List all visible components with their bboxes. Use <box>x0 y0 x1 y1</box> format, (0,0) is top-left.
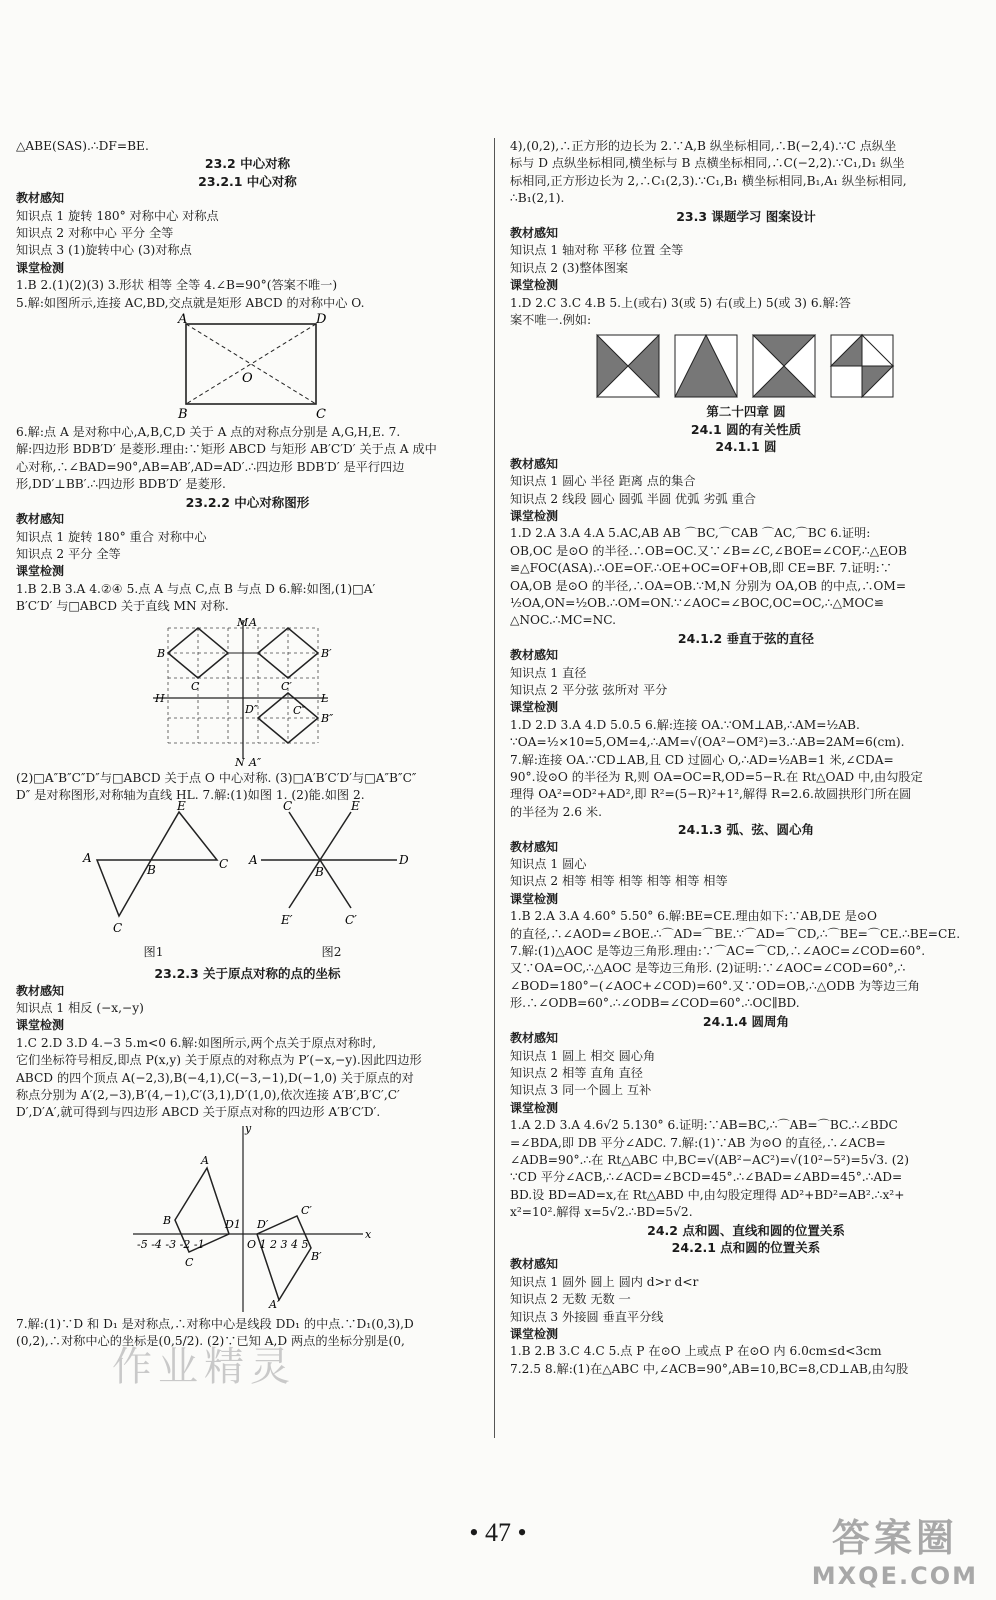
section-heading: 23.3 课题学习 图案设计 <box>676 208 816 224</box>
text-line: 知识点 2 平分弦 弦所对 平分 <box>510 682 668 697</box>
figure-2-caption: 图2 <box>321 944 342 959</box>
text-line: 知识点 2 相等 相等 相等 相等 相等 相等 <box>510 874 728 889</box>
text-line: 知识点 1 圆心 <box>510 857 587 872</box>
text-line: =∠BDA,即 DB 平分∠ADC. 7.解:(1)∵AB 为⊙O 的直径,∴∠ACB= <box>510 1135 886 1150</box>
text-line: 知识点 1 旋转 180° 对称中心 对称点 <box>16 208 219 223</box>
svg-text:H: H <box>154 691 165 705</box>
label-o: O <box>241 371 253 387</box>
left-column <box>16 138 479 1351</box>
subsection-label: 课堂检测 <box>16 260 65 275</box>
text-line: ≌△FOC(ASA).∴OE=OF.∴OE+OC=OF+OB,即 CE=BF. 7.证明:∵ <box>510 561 892 576</box>
text-line: 1.B 2.(1)(2)(3) 3.形状 相等 全等 4.∠B=90°(答案不唯一) <box>16 278 338 293</box>
section-heading: 24.1.2 垂直于弦的直径 <box>677 630 815 646</box>
right-text-block-1 <box>510 138 982 329</box>
text-line: 1.C 2.D 3.D 4.−3 5.m<0 6.解:如图所示,两个点关于原点对称时, <box>16 1035 377 1050</box>
text-line: 知识点 1 旋转 180° 重合 对称中心 <box>16 529 207 544</box>
label-a: A <box>177 312 187 328</box>
subsection-label: 教材感知 <box>16 191 65 206</box>
text-line: 知识点 2 相等 直角 直径 <box>510 1065 643 1080</box>
subsection-label: 课堂检测 <box>510 508 559 523</box>
text-line: B′C′D′ 与□ABCD 关于直线 MN 对称. <box>16 599 229 614</box>
section-heading: 24.1.3 弧、弦、圆心角 <box>677 822 815 838</box>
svg-text:B′: B′ <box>320 646 332 660</box>
text-line: 标与 D 点纵坐标相同,横坐标与 B 点横坐标相同,∴C(−2,2).∵C₁,D₁ 纵坐 <box>510 156 905 171</box>
svg-text:B: B <box>314 865 324 880</box>
svg-text:C: C <box>282 799 292 814</box>
subsection-label: 课堂检测 <box>510 1100 559 1115</box>
left-text-block-4 <box>16 965 479 1122</box>
subsection-label: 教材感知 <box>510 1031 559 1046</box>
text-line: 7.解:(1)∵D 和 D₁ 是对称点,∴对称中心是线段 DD₁ 的中点.∵D₁(0,3),D <box>16 1316 414 1331</box>
pattern-design-figure <box>591 331 901 401</box>
right-column <box>510 138 982 1378</box>
section-heading: 23.2.3 关于原点对称的点的坐标 <box>154 966 341 982</box>
text-line: 标相同,正方形边长为 2,∴C₁(2,3).∵C₁,B₁ 横坐标相同,B₁,A₁ 纵坐标相同, <box>510 173 907 188</box>
watermark-logo-bottom: MXQE.COM <box>811 1562 978 1590</box>
text-line: 案不唯一.例如: <box>510 313 592 328</box>
svg-text:D″: D″ <box>244 702 258 716</box>
svg-text:A: A <box>200 1153 209 1167</box>
text-line: 7.解:(1)△AOC 是等边三角形.理由:∵⌒AC=⌒CD,∴∠AOC=∠COD=60°. <box>510 944 926 959</box>
svg-text:B: B <box>156 646 165 660</box>
faint-watermark: 作业精灵 <box>112 1344 296 1390</box>
svg-text:A: A <box>248 615 257 629</box>
svg-text:A′: A′ <box>268 1297 279 1311</box>
text-line: 1.D 2.C 3.C 4.B 5.上(或右) 3(或 5) 右(或上) 5(或 3) 6.解:答 <box>510 295 851 310</box>
text-line: 又∵OA=OC,∴△AOC 是等边三角形. (2)证明:∵∠AOC=∠COD=60°,∴ <box>510 961 906 976</box>
subsection-label: 课堂检测 <box>16 1018 65 1033</box>
text-line: 1.B 2.A 3.A 4.60° 5.50° 6.解:BE=CE.理由如下:∵AB,DE 是⊙O <box>510 909 877 924</box>
text-line: x²=10².解得 x=5√2.∴BD=5√2. <box>510 1205 693 1220</box>
subsection-label: 课堂检测 <box>510 700 559 715</box>
figure-1 <box>79 799 229 961</box>
figure-pair <box>16 799 479 961</box>
section-heading: 24.1.1 圆 <box>715 439 777 455</box>
site-watermark-logo <box>812 1507 978 1590</box>
svg-text:C″: C″ <box>292 703 306 717</box>
subsection-label: 课堂检测 <box>16 564 65 579</box>
subsection-label: 课堂检测 <box>510 278 559 293</box>
text-line: 知识点 2 线段 圆心 圆弧 半圆 优弧 劣弧 重合 <box>510 491 756 506</box>
left-text-block-1 <box>16 138 479 312</box>
text-line: ∠ADB=90°.∴在 Rt△ABC 中,BC=√(AB²−AC²)=√(10²−5²)=5√3. (2) <box>510 1152 910 1167</box>
text-line: ∴B₁(2,1). <box>510 191 565 206</box>
label-c: C <box>315 407 326 423</box>
section-heading: 23.2 中心对称 <box>204 156 291 172</box>
text-line: BD.设 BD=AD=x,在 Rt△ABD 中,由勾股定理得 AD²+BD²=AB².∴x²+ <box>510 1187 905 1202</box>
text-line: 知识点 2 平分 全等 <box>16 546 121 561</box>
svg-text:E: E <box>350 799 360 814</box>
svg-text:L: L <box>320 691 328 705</box>
svg-text:B: B <box>146 863 156 878</box>
text-line: 知识点 1 直径 <box>510 665 587 680</box>
subsection-label: 教材感知 <box>510 839 559 854</box>
svg-text:B: B <box>162 1213 171 1227</box>
watermark-logo-top: 答案圈 <box>831 1516 958 1560</box>
text-line: 形.∴∠ODB=60°.∴∠ODB=∠COD=60°.∴OC∥BD. <box>510 996 800 1011</box>
text-line: 5.解:如图所示,连接 AC,BD,交点就是矩形 ABCD 的对称中心 O. <box>16 295 365 310</box>
page-number: • 47 • <box>469 1518 527 1547</box>
left-text-block-3 <box>16 770 479 805</box>
subsection-label: 教材感知 <box>16 983 65 998</box>
text-line: 知识点 2 (3)整体图案 <box>510 260 629 275</box>
text-line: 形,DD′⊥BB′.∴四边形 BDB′D′ 是菱形. <box>16 477 226 492</box>
svg-text:C′: C′ <box>344 913 357 928</box>
svg-text:M: M <box>236 615 248 629</box>
text-line: 称点分别为 A′(2,−3),B′(4,−1),C′(3,1),D′(1,0),依次连接 A′B′,B′C′,C′ <box>16 1088 400 1102</box>
svg-text:N: N <box>234 755 245 769</box>
text-line: 4),(0,2),∴正方形的边长为 2.∵A,B 纵坐标相同,∴B(−2,4).∵C 点纵坐 <box>510 139 897 153</box>
text-line: ABCD 的四个顶点 A(−2,3),B(−4,1),C(−3,−1),D(−1,0) 关于原点的对 <box>16 1070 414 1085</box>
svg-text:B″: B″ <box>320 711 333 725</box>
section-heading: 24.2.1 点和圆的位置关系 <box>671 1239 821 1255</box>
subsection-label: 教材感知 <box>510 456 559 471</box>
text-line: 知识点 3 同一个圆上 互补 <box>510 1083 652 1098</box>
right-text-block-2 <box>510 403 982 1378</box>
text-line: 解:四边形 BDB′D′ 是菱形.理由:∵矩形 ABCD 与矩形 AB′C′D′ 关于点 A 成中 <box>16 442 437 457</box>
subsection-label: 教材感知 <box>16 512 65 527</box>
text-line: 知识点 2 对称中心 平分 全等 <box>16 226 174 241</box>
text-line: 1.D 2.A 3.A 4.A 5.AC,AB AB ⌒BC,⌒CAB ⌒AC,⌒BC 6.证明: <box>510 526 871 541</box>
svg-text:B′: B′ <box>310 1249 322 1263</box>
section-heading: 23.2.2 中心对称图形 <box>185 494 310 510</box>
text-line: D′,D′A′,就可得到与四边形 ABCD 关于原点对称的四边形 A′B′C′D′. <box>16 1105 381 1120</box>
svg-text:E: E <box>176 799 186 814</box>
text-line: OA,OB 是⊙O 的半径,∴OA=OB.∵M,N 分别为 OA,OB 的中点,∴OM= <box>510 578 907 593</box>
svg-text:A: A <box>82 851 92 866</box>
svg-text:C: C <box>112 921 122 936</box>
svg-text:C: C <box>218 857 228 872</box>
text-line: 知识点 1 相反 (−x,−y) <box>16 1000 144 1015</box>
svg-text:O 1 2 3 4 5: O 1 2 3 4 5 <box>246 1237 308 1251</box>
label-d: D <box>315 312 326 328</box>
svg-text:D1: D1 <box>224 1217 241 1231</box>
svg-text:D′: D′ <box>256 1217 268 1231</box>
svg-text:A: A <box>248 853 258 868</box>
text-line: 知识点 2 无数 无数 一 <box>510 1292 631 1307</box>
svg-text:C′: C′ <box>280 679 292 693</box>
triangle-figure-1 <box>79 799 229 938</box>
svg-text:x: x <box>364 1227 371 1241</box>
text-line: 心对称,∴∠BAD=90°,AB=AB′,AD=AD′.∴四边形 BDB′D′ 是平行四边 <box>16 459 405 474</box>
text-line: 理得 OA²=OD²+AD²,即 R²=(5−R)²+1²,解得 R=2.6.故圆拱形门所在圆 <box>510 787 912 802</box>
text-line: 1.B 2.B 3.A 4.②④ 5.点 A 与点 C,点 B 与点 D 6.解:如图,(1)□A′ <box>16 581 376 596</box>
text-line: 1.B 2.B 3.C 4.C 5.点 P 在⊙O 上或点 P 在⊙O 内 6.0cm≤d<3cm <box>510 1344 882 1359</box>
text-line: ∵OA=½×10=5,OM=4,∴AM=√(OA²−OM²)=3.∴AB=2AM=6(cm). <box>510 735 905 750</box>
label-b: B <box>177 407 188 423</box>
subsection-label: 教材感知 <box>510 1257 559 1272</box>
svg-text:A″: A″ <box>248 755 261 769</box>
text-line: 知识点 1 圆外 圆上 圆内 d>r d<r <box>510 1274 699 1289</box>
triangle-figure-2 <box>247 799 417 938</box>
text-line: △ABE(SAS).∴DF=BE. <box>16 139 149 153</box>
figure-2 <box>247 799 417 961</box>
text-line: ∠BOD=180°−(∠AOC+∠COD)=60°.又∵OD=OB,∴△ODB 为等边三角 <box>510 978 920 993</box>
text-line: 知识点 3 外接圆 垂直平分线 <box>510 1309 664 1324</box>
text-line: 90°.设⊙O 的半径为 R,则 OA=OC=R,OD=5−R.在 Rt△OAD 中,由勾股定 <box>510 770 923 784</box>
text-line: OB,OC 是⊙O 的半径.∴OB=OC.又∵∠B=∠C,∠BOE=∠COF,∴△EOB <box>510 543 907 558</box>
svg-text:-5 -4 -3 -2 -1: -5 -4 -3 -2 -1 <box>136 1237 205 1251</box>
column-divider <box>494 138 495 1438</box>
text-line: 7.2.5 8.解:(1)在△ABC 中,∠ACB=90°,AB=10,BC=8,CD⊥AB,由勾股 <box>510 1361 909 1376</box>
svg-text:C: C <box>184 1255 193 1269</box>
text-line: 6.解:点 A 是对称中心,A,B,C,D 关于 A 点的对称点分别是 A,G,H,E. 7. <box>16 425 401 440</box>
text-line: (0,2),∴对称中心的坐标是(0,5/2). (2)∵已知 A,D 两点的坐标分别是(0, <box>16 1334 405 1349</box>
section-heading: 24.1 圆的有关性质 <box>690 421 802 437</box>
text-line: 知识点 1 圆心 半径 距离 点的集合 <box>510 474 696 489</box>
svg-text:C′: C′ <box>300 1203 312 1217</box>
text-line: ½OA,ON=½OB.∴OM=ON.∵∠AOC=∠BOC,OC=OC,∴△MOC≌ <box>510 595 885 610</box>
text-line: D″ 是对称图形,对称轴为直线 HL. 7.解:(1)如图 1. (2)能.如图 2. <box>16 787 365 802</box>
left-text-block-2 <box>16 424 479 615</box>
svg-text:y: y <box>244 1121 251 1135</box>
text-line: (2)□A″B″C″D″与□ABCD 关于点 O 中心对称. (3)□A′B′C′D′与□A″B″C″ <box>16 770 417 785</box>
rectangle-abcd-figure <box>148 314 348 422</box>
subsection-label: 课堂检测 <box>510 1327 559 1341</box>
text-line: 知识点 1 轴对称 平移 位置 全等 <box>510 243 684 258</box>
section-heading: 24.1.4 圆周角 <box>702 1013 790 1029</box>
text-line: 它们坐标符号相反,即点 P(x,y) 关于原点的对称点为 P′(−x,−y).因此四边形 <box>16 1053 422 1068</box>
subsection-label: 教材感知 <box>510 226 559 241</box>
coordinate-plane-figure <box>123 1121 373 1314</box>
svg-text:E′: E′ <box>280 913 292 928</box>
figure-1-caption: 图1 <box>143 944 164 959</box>
svg-text:D: D <box>398 853 409 868</box>
subsection-label: 教材感知 <box>510 648 559 663</box>
text-line: 知识点 3 (1)旋转中心 (3)对称点 <box>16 243 192 258</box>
text-line: 的半径为 2.6 米. <box>510 804 602 819</box>
text-line: 的直径,∴∠AOD=∠BOE.∴⌒AD=⌒BE.∵⌒AD=⌒CD,∴⌒BE=⌒CE.∴BE=CE. <box>510 926 961 941</box>
text-line: 知识点 1 圆上 相交 圆心角 <box>510 1048 656 1063</box>
svg-text:C: C <box>190 679 199 693</box>
text-line: 7.解:连接 OA.∵CD⊥AB,且 CD 过圆心 O,∴AD=½AB=1 米,∠CDA= <box>510 752 894 767</box>
section-heading: 第二十四章 圆 <box>706 404 786 420</box>
section-heading: 24.2 点和圆、直线和圆的位置关系 <box>647 1222 845 1238</box>
text-line: △NOC.∴MC=NC. <box>510 613 616 628</box>
subsection-label: 课堂检测 <box>510 891 559 906</box>
text-line: 1.A 2.D 3.A 4.6√2 5.130° 6.证明:∵AB=BC,∴⌒AB=⌒BC.∴∠BDC <box>510 1118 898 1133</box>
grid-parallelogram-figure <box>153 615 343 769</box>
text-line: 1.D 2.D 3.A 4.D 5.0.5 6.解:连接 OA.∵OM⊥AB,∴AM=½AB. <box>510 717 860 732</box>
text-line: ∵CD 平分∠ACB,∴∠ACD=∠BCD=45°.∴∠BAD=∠ABD=45°.∴AD= <box>510 1170 903 1185</box>
section-heading: 23.2.1 中心对称 <box>198 173 297 189</box>
